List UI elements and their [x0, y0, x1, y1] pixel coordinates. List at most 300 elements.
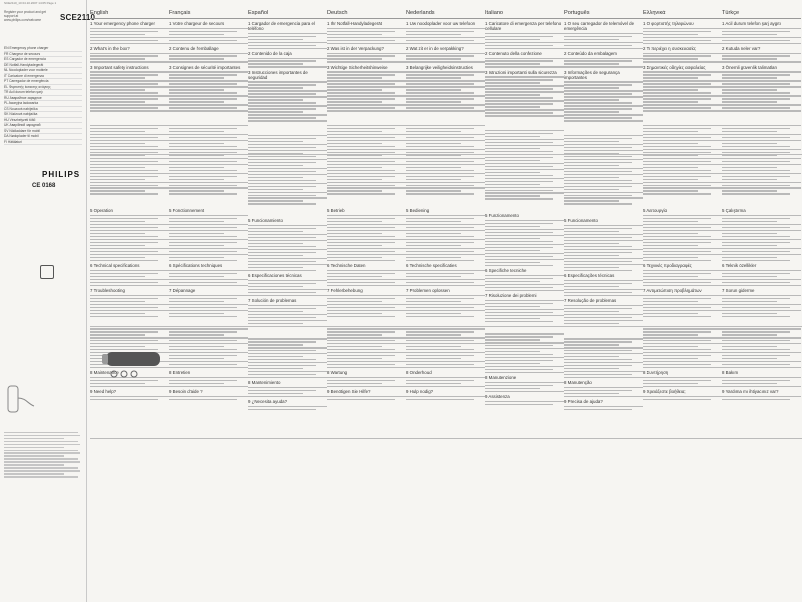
text-line: [722, 53, 801, 54]
text-line: [722, 128, 790, 129]
toc-item: PL Awaryjna ładowarka: [4, 101, 82, 107]
text-line: [485, 342, 564, 343]
text-line: [169, 367, 248, 368]
text-line: [90, 313, 145, 314]
section-title: 8 Manutenzione: [485, 375, 517, 381]
section-title: 8 Maintenance: [90, 370, 119, 376]
text-line: [248, 63, 303, 64]
text-line: [406, 337, 485, 338]
text-line: [248, 390, 316, 391]
text-line: [90, 170, 158, 171]
text-line: [485, 250, 540, 251]
text-line: [406, 310, 485, 311]
text-line: [90, 236, 158, 237]
text-line: [722, 334, 777, 335]
text-line: [248, 195, 316, 196]
text-line: [406, 328, 485, 329]
text-line: [406, 279, 485, 280]
text-line: [564, 289, 643, 290]
text-line: [406, 190, 461, 191]
text-line: [406, 37, 485, 38]
text-line: [564, 323, 619, 324]
text-line: [406, 251, 474, 252]
text-line: [90, 307, 158, 308]
text-line: [564, 120, 643, 121]
text-line: [169, 158, 248, 159]
divider: [90, 154, 802, 155]
text-line: [169, 43, 248, 44]
text-line: [90, 149, 169, 150]
text-line: [248, 33, 327, 34]
text-line: [564, 317, 632, 318]
text-line: [564, 144, 643, 145]
text-line: [485, 130, 564, 131]
text-line: [169, 251, 237, 252]
text-line: [643, 236, 711, 237]
text-line: [643, 355, 711, 356]
column-4: [406, 10, 485, 402]
text-line: [327, 227, 395, 228]
text-line: [564, 99, 619, 100]
text-line: [564, 150, 643, 151]
text-line: [722, 346, 777, 347]
text-line: [90, 167, 145, 168]
text-line: [248, 231, 303, 232]
text-line: [564, 147, 632, 148]
text-line: [564, 171, 632, 172]
text-line: [327, 343, 406, 344]
text-line: [327, 396, 406, 397]
text-line: [406, 61, 485, 62]
text-line: [406, 361, 485, 362]
text-line: [406, 282, 474, 283]
text-line: [327, 218, 395, 219]
section-title: 1 Ihr Notfall-Handyladegerät: [327, 21, 382, 26]
text-line: [564, 42, 643, 43]
section-title: 3 Consignes de sécurité importantes: [169, 64, 241, 70]
text-line: [643, 285, 722, 286]
text-line: [406, 137, 474, 138]
text-line: [485, 223, 553, 224]
text-line: [643, 224, 722, 225]
text-line: [327, 355, 395, 356]
text-line: [327, 86, 406, 87]
text-line: [564, 111, 619, 112]
section-title: 9 Need help?: [90, 389, 117, 395]
text-line: [248, 283, 316, 284]
text-line: [327, 128, 395, 129]
text-line: [248, 356, 303, 357]
text-line: [643, 396, 722, 397]
text-line: [406, 352, 485, 353]
text-line: [564, 393, 619, 394]
text-line: [643, 170, 711, 171]
text-line: [248, 42, 327, 43]
text-line: [327, 187, 406, 188]
text-line: [485, 259, 564, 260]
text-line: [722, 361, 801, 362]
text-line: [643, 310, 722, 311]
text-line: [643, 55, 711, 56]
text-line: [327, 43, 406, 44]
text-line: [643, 101, 698, 102]
text-line: [485, 348, 564, 349]
section-title: 2 Contenido de la caja: [248, 50, 292, 56]
text-line: [327, 167, 382, 168]
text-line: [327, 313, 382, 314]
text-line: [406, 31, 474, 32]
text-line: [169, 179, 224, 180]
text-line: [564, 255, 619, 256]
text-line: [564, 231, 619, 232]
text-line: [327, 83, 395, 84]
text-line: [564, 58, 643, 59]
text-line: [485, 372, 564, 373]
text-line: [485, 382, 564, 383]
text-line: [169, 334, 224, 335]
text-line: [643, 31, 711, 32]
text-line: [248, 36, 316, 37]
text-line: [485, 290, 564, 291]
text-line: [90, 301, 145, 302]
text-line: [248, 314, 327, 315]
text-line: [722, 239, 801, 240]
text-line: [327, 386, 406, 387]
text-line: [564, 197, 643, 198]
text-line: [327, 143, 382, 144]
text-line: [90, 31, 158, 32]
text-line: [327, 346, 382, 347]
text-line: [90, 61, 169, 62]
text-line: [643, 58, 698, 59]
text-line: [406, 104, 485, 105]
text-line: [90, 164, 169, 165]
text-line: [169, 190, 224, 191]
text-line: [643, 89, 698, 90]
text-line: [643, 128, 711, 129]
text-line: [90, 95, 169, 96]
text-line: [90, 58, 145, 59]
text-line: [643, 173, 722, 174]
text-line: [485, 160, 540, 161]
text-line: [248, 66, 327, 67]
text-line: [327, 358, 382, 359]
text-line: [248, 180, 316, 181]
text-line: [248, 197, 327, 198]
text-line: [248, 186, 316, 187]
text-line: [327, 158, 406, 159]
text-line: [169, 242, 237, 243]
text-line: [90, 37, 169, 38]
text-line: [564, 338, 643, 339]
text-line: [327, 104, 406, 105]
text-line: [722, 355, 790, 356]
text-line: [169, 328, 248, 329]
text-line: [327, 377, 406, 378]
text-line: [327, 349, 395, 350]
text-line: [485, 278, 553, 279]
text-line: [564, 240, 643, 241]
text-line: [406, 334, 461, 335]
text-line: [643, 110, 722, 111]
text-line: [248, 203, 316, 204]
text-line: [485, 265, 553, 266]
text-line: [564, 261, 632, 262]
text-line: [248, 387, 327, 388]
text-line: [406, 152, 474, 153]
text-line: [248, 174, 327, 175]
text-line: [90, 110, 169, 111]
toc-item: RU Аварийное зарядное: [4, 96, 82, 102]
text-line: [248, 96, 327, 97]
text-line: [327, 182, 406, 183]
text-line: [485, 184, 540, 185]
text-line: [485, 360, 553, 361]
text-line: [722, 364, 790, 365]
text-line: [90, 137, 158, 138]
text-line: [722, 337, 801, 338]
text-line: [327, 367, 406, 368]
text-line: [169, 28, 248, 29]
text-line: [90, 176, 158, 177]
text-line: [564, 374, 632, 375]
text-line: [722, 134, 801, 135]
text-line: [248, 45, 316, 46]
text-line: [643, 340, 711, 341]
language-heading: Nederlands: [406, 10, 485, 19]
section-title: 7 Risoluzione dei problemi: [485, 293, 537, 299]
text-line: [564, 365, 632, 366]
section-title: 6 Spécifications techniques: [169, 263, 223, 269]
text-line: [406, 185, 474, 186]
text-line: [564, 243, 619, 244]
section-title: 7 Problemen oplossen: [406, 288, 450, 294]
text-line: [485, 369, 553, 370]
text-line: [169, 304, 248, 305]
text-line: [485, 232, 553, 233]
text-line: [406, 161, 474, 162]
text-line: [643, 61, 722, 62]
text-line: [169, 95, 248, 96]
text-line: [485, 151, 553, 152]
text-line: [327, 31, 395, 32]
text-line: [722, 74, 790, 75]
text-line: [248, 240, 327, 241]
text-line: [406, 316, 474, 317]
text-line: [406, 358, 461, 359]
text-line: [722, 170, 790, 171]
text-line: [406, 355, 474, 356]
column-6: [564, 10, 643, 412]
text-line: [90, 254, 169, 255]
section-title: 3 Informações de segurança importantes: [564, 69, 620, 80]
text-line: [643, 176, 711, 177]
text-line: [327, 28, 406, 29]
text-line: [406, 301, 461, 302]
text-line: [327, 276, 382, 277]
text-line: [485, 315, 564, 316]
text-line: [722, 149, 801, 150]
text-line: [406, 43, 485, 44]
text-line: [485, 220, 564, 221]
text-line: [169, 187, 248, 188]
text-line: [564, 292, 632, 293]
text-line: [643, 377, 722, 378]
text-line: [169, 137, 237, 138]
language-heading: Español: [248, 10, 327, 19]
text-line: [169, 377, 248, 378]
text-line: [485, 79, 553, 80]
text-line: [90, 74, 158, 75]
text-line: [169, 89, 224, 90]
text-line: [643, 248, 722, 249]
text-line: [169, 31, 237, 32]
text-line: [248, 406, 327, 407]
text-line: [643, 215, 722, 216]
text-line: [564, 258, 643, 259]
text-line: [406, 134, 485, 135]
text-line: [406, 230, 485, 231]
text-line: [406, 304, 485, 305]
text-line: [90, 34, 145, 35]
language-heading: Italiano: [485, 10, 564, 19]
text-line: [169, 270, 248, 271]
text-line: [248, 159, 327, 160]
text-line: [564, 305, 643, 306]
text-line: [327, 152, 395, 153]
text-line: [722, 77, 777, 78]
text-line: [248, 168, 327, 169]
text-line: [564, 280, 643, 281]
text-line: [169, 310, 248, 311]
text-line: [248, 341, 316, 342]
section-title: 7 Solución de problemas: [248, 298, 297, 304]
text-line: [406, 71, 485, 72]
text-line: [169, 380, 237, 381]
text-line: [327, 331, 395, 332]
text-line: [327, 149, 406, 150]
text-line: [406, 295, 485, 296]
text-line: [406, 331, 474, 332]
text-line: [90, 224, 169, 225]
text-line: [643, 83, 711, 84]
text-line: [564, 174, 643, 175]
text-line: [406, 173, 485, 174]
text-line: [248, 347, 327, 348]
text-line: [169, 101, 224, 102]
text-line: [406, 110, 485, 111]
text-line: [564, 249, 643, 250]
text-line: [564, 320, 643, 321]
text-line: [248, 93, 316, 94]
text-line: [327, 380, 395, 381]
text-line: [643, 43, 722, 44]
column-5: [485, 10, 564, 407]
section-title: 8 Wartung: [327, 370, 348, 376]
text-line: [564, 183, 643, 184]
text-line: [722, 248, 801, 249]
text-line: [485, 115, 564, 116]
text-line: [643, 282, 711, 283]
text-line: [722, 224, 801, 225]
text-line: [90, 173, 169, 174]
text-line: [327, 337, 406, 338]
text-line: [643, 143, 698, 144]
text-line: [90, 98, 158, 99]
text-line: [643, 254, 722, 255]
text-line: [327, 161, 395, 162]
text-line: [406, 364, 474, 365]
text-line: [564, 60, 632, 61]
text-line: [485, 97, 553, 98]
divider: [90, 326, 802, 327]
section-title: 8 Συντήρηση: [643, 370, 669, 376]
text-line: [248, 311, 303, 312]
text-line: [722, 399, 790, 400]
text-line: [169, 358, 224, 359]
section-title: 7 Fehlerbehebung: [327, 288, 363, 294]
text-line: [564, 81, 643, 82]
text-line: [406, 89, 461, 90]
text-line: [485, 195, 540, 196]
text-line: [327, 221, 382, 222]
text-line: [564, 102, 632, 103]
text-line: [169, 396, 248, 397]
text-line: [248, 117, 316, 118]
text-line: [722, 34, 777, 35]
text-line: [169, 58, 224, 59]
text-line: [327, 310, 406, 311]
text-line: [643, 137, 711, 138]
text-line: [406, 218, 474, 219]
text-line: [722, 242, 790, 243]
text-line: [722, 304, 801, 305]
text-line: [327, 215, 406, 216]
text-line: [643, 40, 711, 41]
text-line: [406, 55, 474, 56]
text-line: [722, 137, 790, 138]
text-line: [722, 380, 790, 381]
text-line: [248, 48, 327, 49]
text-line: [248, 258, 327, 259]
text-line: [406, 239, 485, 240]
text-line: [169, 298, 237, 299]
text-line: [169, 227, 237, 228]
text-line: [248, 228, 316, 229]
text-line: [564, 228, 632, 229]
text-line: [248, 295, 327, 296]
text-line: [169, 170, 237, 171]
text-line: [169, 149, 248, 150]
text-line: [722, 227, 790, 228]
text-line: [406, 245, 461, 246]
text-line: [248, 87, 303, 88]
text-line: [485, 48, 564, 49]
text-line: [406, 248, 485, 249]
toc-item: DA Nødoplader til mobil: [4, 134, 82, 140]
text-line: [485, 247, 553, 248]
text-line: [643, 364, 711, 365]
text-line: [169, 193, 237, 194]
text-line: [248, 289, 327, 290]
section-title: 6 Specifiche tecniche: [485, 268, 527, 274]
text-line: [90, 285, 169, 286]
text-line: [169, 146, 237, 147]
text-line: [248, 183, 327, 184]
text-line: [169, 110, 248, 111]
section-title: 9 Benötigen Sie Hilfe?: [327, 389, 371, 395]
text-line: [722, 167, 777, 168]
